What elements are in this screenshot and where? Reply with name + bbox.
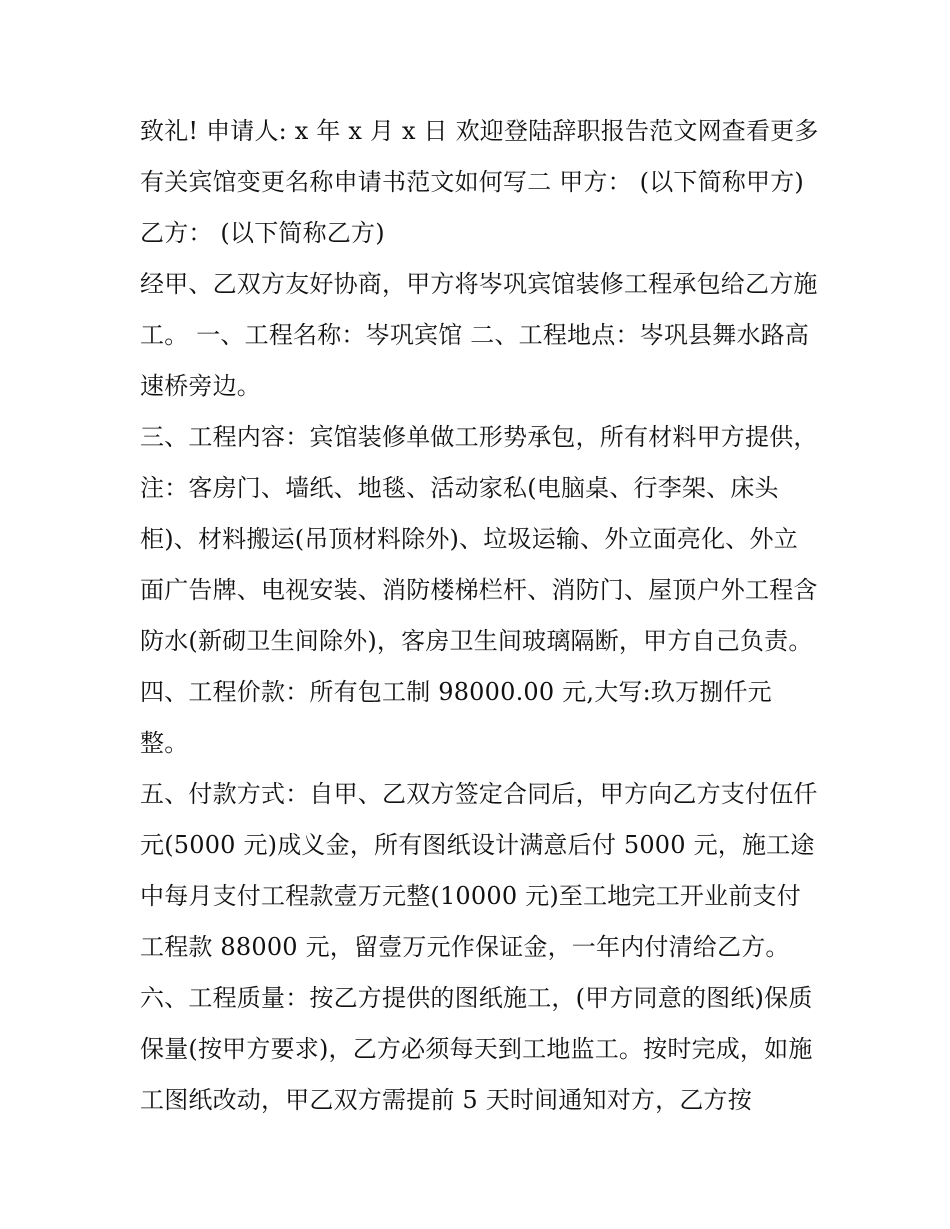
paragraph-project-content: 三、工程内容：宾馆装修单做工形势承包，所有材料甲方提供，注：客房门、墙纸、地毯、活动家私(电脑桌、行李架、床头柜)、材料搬运(吊顶材料除外)、垃圾运输、外立面亮化、外立面广告牌、电视安装、消防楼梯栏杆、消防门、屋顶户外工程含防水(新砌卫生间除外)，客房卫生间玻璃隔断，甲方自己负责。 xyxy=(140,423,818,655)
paragraph-project-quality: 六、工程质量：按乙方提供的图纸施工，(甲方同意的图纸)保质保量(按甲方要求)，乙方必须每天到工地监工。按时完成，如施工图纸改动，甲乙双方需提前 5 天时间通知对方，乙方按 xyxy=(140,984,813,1114)
paragraph-project-name-location: 经甲、乙双方友好协商，甲方将岑巩宾馆装修工程承包给乙方施工。 一、工程名称：岑巩宾馆 二、工程地点：岑巩县舞水路高速桥旁边。 xyxy=(140,270,818,400)
document-body xyxy=(140,106,820,1126)
paragraph-project-price: 四、工程价款：所有包工制 98000.00 元,大写:玖万捌仟元整。 xyxy=(140,678,772,757)
paragraph-payment-method: 五、付款方式：自甲、乙双方签定合同后，甲方向乙方支付伍仟元(5000 元)成义金，所有图纸设计满意后付 5000 元，施工途中每月支付工程款壹万元整(10000 元)至工地完工开业前支付工程款 88000 元，留壹万元作保证金，一年内付清给乙方。 xyxy=(140,780,818,961)
paragraph-closing-and-parties: 致礼! 申请人: x 年 x 月 x 日 欢迎登陆辞职报告范文网查看更多有关宾馆变更名称申请书范文如何写二 甲方： (以下简称甲方) 乙方： (以下简称乙方) xyxy=(140,117,819,247)
